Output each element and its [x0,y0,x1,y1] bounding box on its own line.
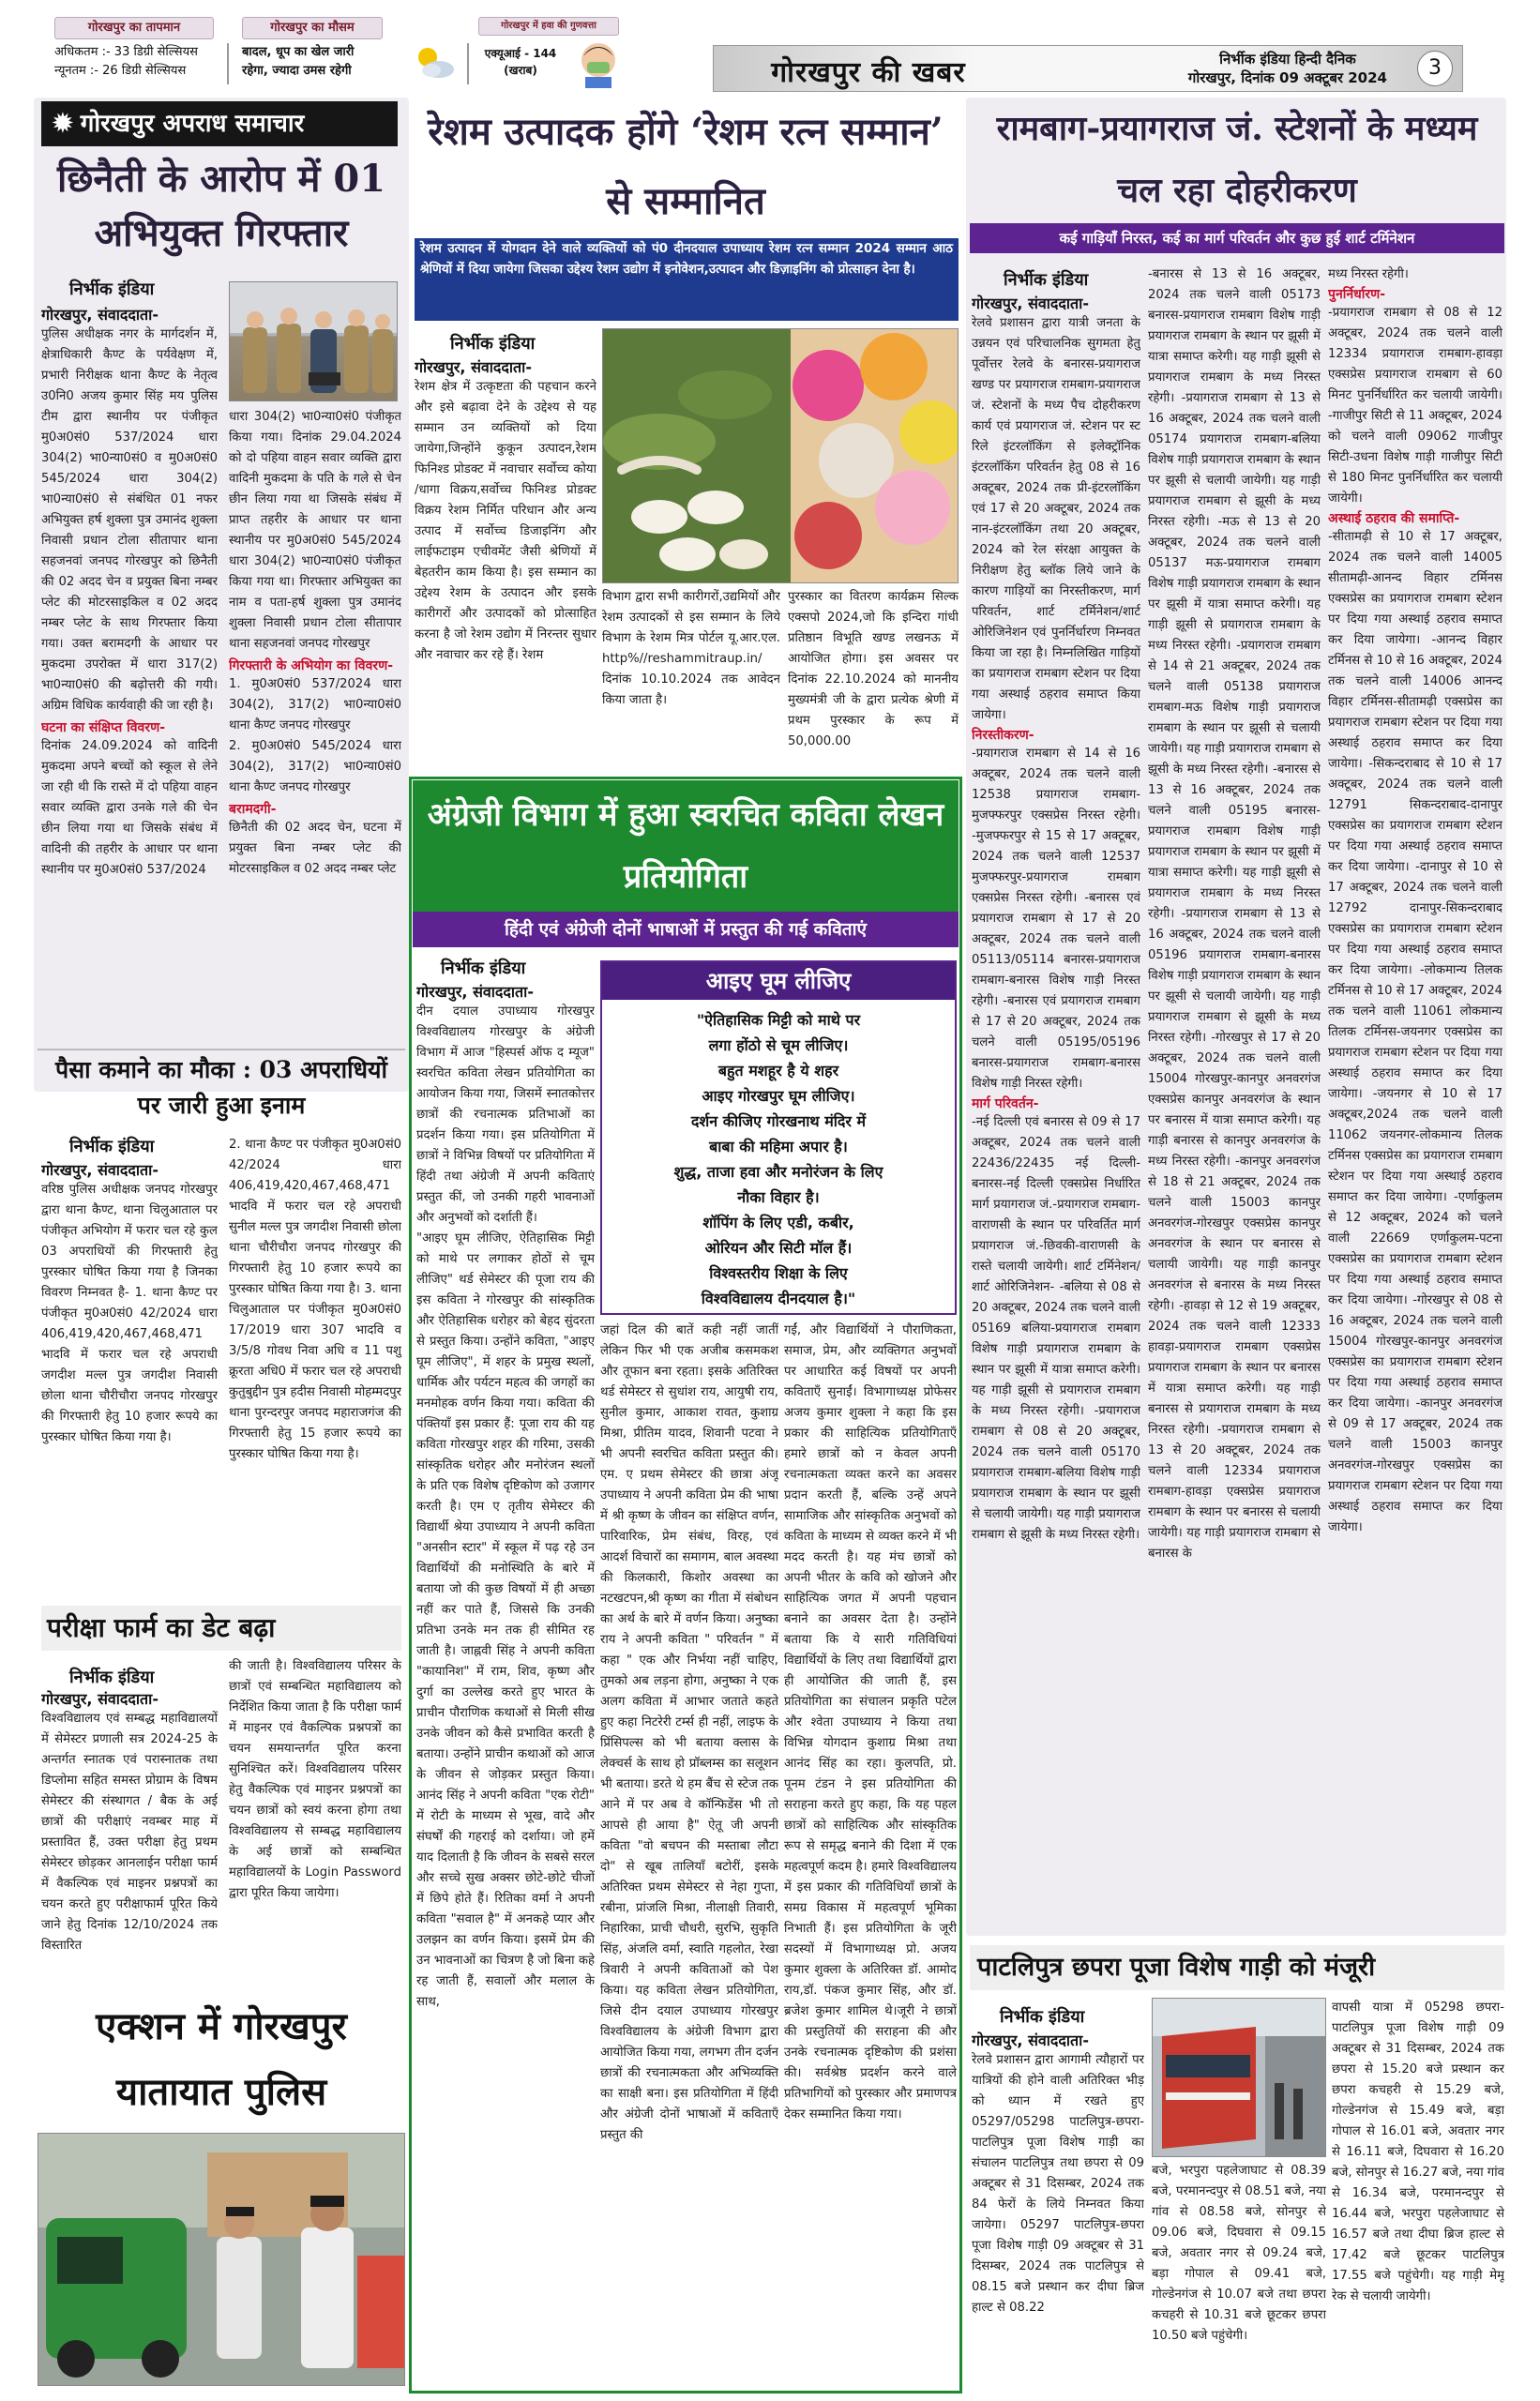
poem-line: विश्वस्तरीय शिक्षा के लिए [709,1264,848,1282]
silk-deck: रेशम उत्पादन में योगदान देने वाले व्यक्तियों को पं0 दीनदयाल उपाध्याय रेशम रत्न सम्मान 2024 सम्मान आठ श्रेणियों में दिया जायेगा जिसका उद्देश्य रेशम उद्योग में इनोवेशन,उत्पादन और डिज़ाइनिंग को प्रोत्साहन देना है। [415,238,959,321]
rail-headline: रामबाग-प्रयागराज जं. स्टेशनों के मध्यम चल रहा दोहरीकरण [996,109,1478,210]
rail-divert-text: -नई दिल्ली एवं बनारस से 09 से 17 अक्टूबर, 2024 तक चलने वाली 22436/22435 नई दिल्ली-बनारस-नई दिल्ली एक्सप्रेस निर्धारित मार्ग प्रयागराज जं.-प्रयागराज रामबाग-वाराणसी के स्थान पर परिवर्तित मार्ग प्रयागराज जं.-छिवकी-वाराणसी के रास्ते चलायी जायेगी। शार्ट टर्मिनेशन/शार्ट ओरिजिनेशन- -बलिया से 08 से 20 अक्टूबर, 2024 तक चलने वाली 05169 बलिया-प्रयागराज रामबाग विशेष गाड़ी प्रयागराज रामबाग के स्थान पर झूसी में यात्रा समाप्त करेगी। यह गाड़ी झूसी से प्रयागराज रामबाग के मध्य निरस्त रहेगी। -प्रयागराज रामबाग से 08 से 20 अक्टूबर, 2024 तक चलने वाली 05170 प्रयागराज रामबाग-बलिया विशेष गाड़ी प्रयागराज रामबाग के स्थान पर झूसी से चलायी जायेगी। यह गाड़ी प्रयागराज रामबाग से झूसी के मध्य निरस्त रहेगी। [972,1115,1140,1542]
silk-byline: निर्भीक इंडिया [450,334,536,354]
crime-sub-recovery: बरामदगी- [229,802,277,817]
paper-name: निर्भीक इंडिया हिन्दी दैनिक [1219,51,1356,68]
poem-line: लगा होंठो से चूम लीजिए। [708,1036,849,1054]
rail-sub-cancel: निरस्तीकरण- [972,728,1034,743]
poem-title: आइए घूम लीजिए [602,962,955,1000]
poem-line: दर्शन कीजिए गोरखनाथ मंदिर में [690,1112,867,1130]
poetry-para-1: दीन दयाल उपाध्याय गोरखपुर विश्वविद्यालय गोरखपुर के अंग्रेजी विभाग में आज "हिस्पर्स ऑफ द म्यूज" स्वरचित कविता लेखन प्रतियोगिता का आयोजन किया गया, जिसमें स्नातकोत्तर छात्रों की रचनात्मक प्रतिभाओं का प्रदर्शन किया गया। इस प्रतियोगिता में छात्रों ने विभिन्न विषयों पर प्रतियोगिता में हिंदी तथा अंग्रेजी में अपनी कविताएं प्रस्तुत कीं, जो उनकी गहरी भावनाओं और अनुभवों को दर्शाती हैं। [416,1004,595,1225]
sun-cloud-icon [413,43,456,81]
temperature-readings [54,43,198,81]
poem-line: आइए गोरखपुर घूम लीजिए। [702,1087,855,1105]
puja-para-1: रेलवे प्रशासन द्वारा आगामी त्यौहारों पर यात्रियों की होने वाली अतिरिक्त भीड़ को ध्यान में रखते हुए 05297/05298 पाटलिपुत्र-छपरा-पाटलिपुत्र पूजा विशेष गाड़ी का संचालन पाटलिपुत्र तथा छपरा से 09 अक्टूबर से 31 दिसम्बर, 2024 तक 84 फेरों के लिये निम्नवत किया जायेगा। 05297 पाटलिपुत्र-छपरा पूजा विशेष गाड़ी 09 अक्टूबर से 31 दिसम्बर, 2024 तक पाटलिपुत्र से 08.15 बजे प्रस्थान कर दीघा ब्रिज हाल्ट से 08.22 [972,2053,1144,2315]
aqi-status: (खराब) [504,64,537,77]
reward-para-2: 2. थाना कैण्ट पर पंजीकृत मु0अ0सं0 42/2024 धारा 406,419,420,467,468,471 भादवि में फरार चल रहे अपराधी सुनील मल्ल पुत्र जगदीश निवासी छोला थाना चौरीचौरा जनपद गोरखपुर की गिरफ्तारी हेतु 10 हजार रूपये का पुरस्कार घोषित किया गया है। 3. थाना चिलुआताल पर पंजीकृत मु0अ0सं0 17/2019 धारा 307 भादवि व 3/5/8 गोवध निवा अधि व 11 पशु क्रूरता अधि0 में फरार चल रहे अपराधी कुतुबुद्दीन पुत्र हदीस निवासी मोहम्मदपुर थाना पुरन्दरपुर जनपद महाराजगंज की गिरफ्तारी हेतु 15 हजार रूपये का पुरस्कार घोषित किया गया है। [229,1138,401,1461]
date-line: गोरखपुर, दिनांक 09 अक्टूबर 2024 [1187,69,1387,86]
poem-line: शुद्ध, ताजा हवा और मनोरंजन के लिए [673,1163,883,1181]
rail-dateline: गोरखपुर, संवाददाता- [972,294,1089,312]
rail-sub-divert: मार्ग परिवर्तन- [972,1096,1039,1111]
puja-byline: निर्भीक इंडिया [1000,2007,1085,2027]
rail-column-2 [1148,264,1321,1934]
silk-headline: रेशम उत्पादक होंगे ‘रेशम रत्न सम्मान’ से सम्मानित [428,110,944,223]
section-title: गोरखपुर की खबर [771,56,966,89]
crime-column-1 [41,304,218,998]
poem-line: विश्वविद्यालय दीनदयाल है।" [701,1290,856,1307]
rail-subhead: कई गाड़ियाँ निरस्त, कई का मार्ग परिवर्तन और कुछ हुई शार्ट टर्मिनेशन [970,223,1504,253]
crime-sub-history: गिरफ्तारी के अभियोग का विवरण- [229,658,394,673]
rail-sub-halt: अस्थाई ठहराव की समाप्ति- [1328,511,1460,526]
poetry-dateline: गोरखपुर, संवाददाता- [416,983,534,1001]
traffic-headline: एक्शन में गोरखपुर यातायात पुलिस [96,2004,347,2114]
poem-line: नौका विहार है। [737,1188,820,1206]
crime-case-1: 1. मु0अ0सं0 537/2024 धारा 304(2), 317(2) भा0न्या0सं0 थाना कैण्ट जनपद गोरखपुर [229,677,401,732]
poetry-column-1 [416,981,595,2388]
rail-column-1 [972,293,1140,1934]
puja-column-3 [1332,1998,1504,2390]
puja-column-1 [972,2030,1144,2390]
aqi-value: एक्यूआई - 144 [484,47,557,60]
poem-box [600,960,957,1315]
edition-info [1188,50,1387,87]
silk-dateline: गोरखपुर, संवाददाता- [415,358,532,376]
divider [467,43,469,84]
exam-para-1: विश्वविद्यालय एवं सम्बद्ध महाविद्यालयों में सेमेस्टर प्रणाली सत्र 2024-25 के अन्तर्गत स्नातक एवं परास्नातक तथा डिप्लोमा सहित समस्त प्रोग्राम के विषम सेमेस्टर की संस्थागत / बैक के अई छात्रों की परीक्षाएं नवम्बर माह में प्रस्तावित हैं, उक्त परीक्षा हेतु प्रथम सेमेस्टर छोड़कर आनलाईन परीक्षा फार्म में वैकल्पिक एवं माइनर प्रश्नपत्रों का चयन करते हुए परीक्षाफार्म पूरित किये जाने हेतु दिनांक 12/10/2024 तक विस्तारित [41,1712,218,1953]
rail-byline: निर्भीक इंडिया [1004,270,1089,290]
crime-dateline: गोरखपुर, संवाददाता- [41,306,159,324]
train-photo [1152,1998,1326,2157]
poetry-column-3 [784,1321,957,2388]
poetry-column-2 [600,1321,778,2388]
silk-para-1: रेशम क्षेत्र में उत्कृष्टता की पहचान करने और इसे बढ़ावा देने के उद्देश्य से यह सम्मान उन व्यक्तियों को दिया जायेगा,जिन्होंने कुकून उत्पादन,रेशम फिनिश्ड प्रोडक्ट में नवाचार सर्वोच्च कोया /धागा विक्रय,सर्वोच्च फिनिश्ड प्रोडक्ट विक्रय रेशम निर्मित परिधान और अन्य उत्पाद में सर्वोच्च डिजाइनिंग और लाईफटाइम एचीवमेंट जैसी श्रेणियों में बेहतरीन काम किया है। इस सम्मान का उद्देश्य रेशम के उत्पादन और इसके कारीगरों और उत्पादकों को प्रोत्साहित करना है जो रेशम उद्योग में निरन्तर सुधार और नवाचार कर रहे हैं। रेशम [415,380,596,662]
crime-para-1: पुलिस अधीक्षक नगर के मार्गदर्शन में, क्षेत्राधिकारी कैण्ट के पर्यवेक्षण में, प्रभारी निरीक्षक थाना कैण्ट के नेतृत्व उ0नि0 अजय कुमार सिंह मय पुलिस टीम द्वारा स्थानीय पर पंजीकृत मु0अ0सं0 537/2024 धारा 304(2) भा0न्या0सं0 व मु0अ0सं0 545/2024 धारा 304(2) भा0न्या0सं0 से संबंधित 01 नफर अभियुक्त हर्ष शुक्ला पुत्र उमानंद शुक्ला निवासी प्रधान टोला सीतापार थाना सहजनवां जनपद गोरखपुर को छिनैती की 02 अदद चेन व प्रयुक्त बिना नम्बर प्लेट की मोटरसाइकिल व 02 अदद नम्बर प्लेट के साथ गिरफ्तार किया गया। उक्त बरामदगी के आधार पर मुकदमा उपरोक्त में धारा 317(2) भा0न्या0सं0 की बढ़ोत्तरी की गयी। अग्रिम विधिक कार्यवाही की जा रही है। [41,327,218,713]
rail-cancel-text: -प्रयागराज रामबाग से 14 से 16 अक्टूबर, 2024 तक चलने वाली 12538 प्रयागराज रामबाग-मुजफ्फरपुर एक्सप्रेस निरस्त रहेगी। -मुजफ्फरपुर से 15 से 17 अक्टूबर, 2024 तक चलने वाली 12537 मुजफ्फरपुर-प्रयागराज रामबाग एक्सप्रेस निरस्त रहेगी। -बनारस एवं प्रयागराज रामबाग से 17 से 20 अक्टूबर, 2024 तक चलने वाली 05113/05114 बनारस-प्रयागराज रामबाग-बनारस विशेष गाड़ी निरस्त रहेगी। -बनारस एवं प्रयागराज रामबाग से 17 से 20 अक्टूबर, 2024 तक चलने वाली 05195/05196 बनारस-प्रयागराज रामबाग-बनारस विशेष गाड़ी निरस्त रहेगी। [972,747,1140,1091]
section-header-bar [713,45,1463,92]
poetry-para-2: "आइए घूम लीजिए, ऐतिहासिक मिट्टी को माथे पर लगाकर होठों से चूम लीजिए" थर्ड सेमेस्टर की पूजा राय की इस कविता ने गोरखपुर की सांस्कृतिक और ऐतिहासिक धरोहर को बेहद सुंदरता से प्रस्तुत किया। उन्होंने कविता, "आइए घूम लीजिए", में शहर के प्रमुख स्थलों, धार्मिक और पर्यटन महत्व की जगहों का मनमोहक वर्णन किया गया। कविता की पंक्तियाँ इस प्रकार हैं: पूजा राय की यह कविता गोरखपुर शहर की गरिमा, उसकी सांस्कृतिक धरोहर और मनोरंजन स्थलों के प्रति एक विशेष दृष्टिकोण को उजागर करती है। एम ए तृतीय सेमेस्टर की विद्यार्थी श्रेया उपाध्याय ने अपनी कविता "अनसीन स्टार" में स्कूल में पढ़ रहे उन विद्यार्थियों की मनोस्थिति के बारे में बताया जो की कुछ विषयों में ही अच्छा नहीं कर पाते हैं, जिससे कि उनकी प्रतिभा उनके मन तक ही सीमित रह जाती है। जाह्नवी सिंह ने अपनी कविता "कायानिश" में राम, शिव, कृष्ण और दुर्गा का उल्लेख करते हुए भारत के प्राचीन पौराणिक कथाओं से मिली सीख उनके जीवन को कैसे प्रभावित करती है बताया। उन्होंने प्राचीन कथाओं को आज के जीवन से जोड़कर प्रस्तुत किया। आनंद सिंह ने अपनी कविता "एक रोटी" में रोटी के माध्यम से भूख, वादे और संघर्षों की गहराई को दर्शाया। जो हमें याद दिलाती है कि जीवन के सबसे सरल और सच्चे सुख अक्सर छोटे-छोटे चीजों में छिपे होते हैं। रितिका वर्मा ने अपनी कविता "सवाल है" में अनकहे प्यार और उलझन का वर्णन किया। इसमें प्रेम की उन भावनाओं का चित्रण है जो बिना कहे रह जाती हैं, सवालों और मलाल के साथ, [416,1231,595,2009]
traffic-police-photo [38,2133,405,2386]
poetry-byline: निर्भीक इंडिया [441,959,526,978]
silk-column-2 [602,587,780,771]
crime-column-2 [229,407,401,998]
star-icon: ✹ [53,110,73,138]
poetry-para-4: गईं, और विद्यार्थियों ने पौराणिकता, समाज, प्रेम, और व्यक्तिगत अनुभवों पर आधारित कई विषयों पर अपनी कविताएँ सुनाईं। विभागाध्यक्ष प्रोफेसर अजय कुमार शुक्ला ने कहा कि इस प्रकार की साहित्यिक प्रतियोगिताएँ हमारे छात्रों को न केवल अपनी रचनात्मकता व्यक्त करने का अवसर प्रदान करती हैं, बल्कि उन्हें अपने सामाजिक और सांस्कृतिक अनुभवों को कविता के माध्यम से व्यक्त करने में भी मदद करती है। यह मंच छात्रों को अपनी भीतर के कवि को खोजने और साहित्यिक जगत में अपनी पहचान बनाने का अवसर देता है। उन्होंने बताया कि ये सारी गतिविधियां विद्यार्थियों के लिए तथा विद्यार्थियों द्वारा ही आयोजित की जाती हैं, इस प्रतियोगिता का संचालन प्रकृति पटेल और श्वेता उपाध्याय ने किया तथा विभिन्न योगदान कुशाग्र मिश्रा तथा आनंद सिंह का रहा। कुलपति, प्रो. पूनम टंडन ने इस प्रतियोगिता की सराहना करते हुए कहा, कि यह पहल छात्रों को साहित्यिक और सांस्कृतिक रूप से समृद्ध बनाने की दिशा में एक महत्वपूर्ण कदम है। हमारे विश्वविद्यालय में इस प्रकार की गतिविधियाँ छात्रों के समग्र विकास में महत्वपूर्ण भूमिका निभाती हैं। इस प्रतियोगिता के जूरी सदस्यों में विभागाध्यक्ष प्रो. अजय कुमार शुक्ला के अतिरिक्त डॉ. आमोद राय,डॉ. पंकज कुमार सिंह, और डॉ. ब्रजेश कुमार शामिल थे।जूरी ने छात्रों की प्रस्तुतियों की सराहना की और उनके रचनात्मक दृष्टिकोण की प्रशंसा की। सर्वश्रेष्ठ प्रदर्शन करने वाले प्रतिभागियों को पुरस्कार और प्रमाणपत्र देकर सम्मानित किया गया। [784,1323,957,2122]
puja-para-2: बजे, भरपुरा पहलेजाघाट से 08.39 बजे, परमानन्दपुर से 08.51 बजे, नया गांव से 08.58 बजे, सोनपुर से 09.06 बजे, दिघवारा से 09.15 बजे, अवतार नगर से 09.24 बजे, बड़ा गोपाल से 09.41 बजे, गोल्डेनगंज से 10.07 बजे तथा छपरा कचहरी से 10.31 बजे छूटकर छपरा 10.50 बजे पहुंचेगी। [1152,2164,1326,2343]
silk-column-3 [788,587,959,771]
poetry-para-3: जहां दिल की बातें कही नहीं जातीं लेकिन फिर भी एक अजीब कसमकश और तूफान बना रहता। इसके अतिरिक्त थर्ड सेमेस्टर से सुधांश राय, आयुषी राय, सुनील कुमार, आकाश रावत, कुशाग्र मिश्रा, प्रीतिम यादव, शिवानी पटवा ने भी अपनी स्वरचित कविता प्रस्तुत की। एम. ए प्रथम सेमेस्टर की छात्रा अंजू उपाध्याय ने अपनी कविता प्रेम की भाषा में श्री कृष्ण के जीवन का संक्षिप्त वर्णन, पारिवारिक, प्रेम संबंध, विरह, एवं आदर्श विचारों का समागम, बाल अवस्था की किलकारी, किशोर अवस्था का नटखटपन,श्री कृष्ण का गीता में संबोधन का अर्थ के बारे में वर्णन किया। अनुष्का राय ने अपनी कविता " परिवर्तन " में कहा " एक और निर्भया नहीं चाहिए, तुमको अब लड़ना होगा, अनुष्का ने एक अलग कविता में आभार जताते कहते हुए कहा निटरेरी टर्म्स ही नहीं, लाइफ के प्रिंसिपल्स को भी बताया क्लास के लेक्चर्स के साथ हो प्रॉब्लम्स का सलूशन भी बताया। डरते थे हम बैंच से स्टेज तक आने में पर अब वे कॉन्फिडेंस भी तो आपसे ही आया है" ऐतू जी अपनी कविता "वो बचपन की मस्ताबा लौटा दो" से खूब तालियाँ बटोरीं, इसके अतिरिक्त प्रथम सेमेस्टर से नेहा गुप्ता, रबीना, प्रांजलि मिश्रा, नीलाक्षी तिवारी, निहारिका, प्राची चौधरी, सुरभि, सुकृति सिंह, अंजलि वर्मा, स्वाति गहलोत, रेखा त्रिवारी ने अपनी कविताओं को पेश किया। यह कविता लेखन प्रतियोगिता, जिसे दीन दयाल उपाध्याय गोरखपुर विश्वविद्यालय के अंग्रेजी विभाग द्वारा आयोजित किया गया, लगभग तीन दर्जन छात्रों की रचनात्मकता और अभिव्यक्ति का साक्षी बना। इस प्रतियोगिता में हिंदी और अंग्रेजी दोनों भाषाओं में कविताएँ प्रस्तुत की [600,1323,778,2142]
poem-line: शॉपिंग के लिए एडी, कबीर, [702,1214,854,1231]
crime-banner-text: गोरखपुर अपराध समाचार [80,110,305,138]
silk-para-3: पुरस्कार का वितरण कार्यक्रम सिल्क एक्सपो 2024,जो कि इन्दिरा गांधी प्रतिष्ठान विभूति खण्ड लखनऊ में आयोजित होगा। इस अवसर पर दिनांक 22.10.2024 को माननीय मुख्यमंत्री जी के द्वारा प्रत्येक श्रेणी में प्रथम पुरस्कार के रूप में 50,000.00 [788,590,959,748]
poem-line: बाबा की महिमा अपार है। [709,1138,848,1155]
exam-headline: परीक्षा फार्म का डेट बढ़ा [41,1606,401,1651]
weather-line-2: रहेगा, ज्यादा उमस रहेगी [242,64,352,78]
crime-case-2: 2. मु0अ0सं0 545/2024 धारा 304(2), 317(2) भा0न्या0सं0 थाना कैण्ट जनपद गोरखपुर [229,739,401,794]
rail-col3a-text: -प्रयागराज रामबाग से 08 से 12 अक्टूबर, 2024 तक चलने वाली 12334 प्रयागराज रामबाग-हावड़ा एक्सप्रेस प्रयागराज रामबाग से 60 मिनट पुनर्निर्धारित कर चलायी जायेगी। -गाजीपुर सिटी से 11 अक्टूबर, 2024 को चलने वाली 09062 गाजीपुर सिटी-उधना विशेष गाड़ी गाजीपुर सिटी से 180 मिनट पुनर्निर्धारित कर चलायी जायेगी। [1328,306,1502,506]
weather-tag: गोरखपुर का मौसम [242,17,383,39]
reward-dateline: गोरखपुर, संवाददाता- [41,1161,159,1179]
reward-column-1 [41,1159,218,1581]
temp-min: न्यूनतम :- 26 डिग्री सेल्सियस [54,64,187,78]
exam-byline: निर्भीक इंडिया [69,1668,155,1687]
puja-headline: पाटलिपुत्र छपरा पूजा विशेष गाड़ी को मंजूरी [970,1945,1504,1990]
crime-para-2: दिनांक 24.09.2024 को वादिनी मुकदमा अपने बच्चों को स्कूल से लेने जा रही थी कि रास्ते में दो पहिया वाहन सवार व्यक्ति द्वारा उनके गले की चेन छीन लिया गया था जिसके संबंध में वादिनी की तहरीर के आधार पर थाना स्थानीय पर मु0अ0सं0 537/2024 [41,739,218,877]
crime-banner [41,101,398,146]
weather-line-1: बादल, धूप का खेल जारी [242,45,355,59]
divider [227,43,229,84]
exam-para-2: की जाती है। विश्वविद्यालय परिसर के छात्रों एवं सम्बन्धित महाविद्यालय को निर्देशित किया जाता है कि परीक्षा फार्म में माइनर एवं वैकल्पिक प्रश्नपत्रों का चयन समयान्तर्गत पूरित करना सुनिश्चित करें। विश्वविद्यालय परिसर हेतु वैकल्पिक एवं माइनर प्रश्नपत्रों का चयन छात्रों को स्वयं करना होगा तथा विश्वविद्यालय से सम्बद्ध महाविद्यालय के अई छात्रों को सम्बन्धित महाविद्यालयों के Login Password द्वारा पूरित किया जायेगा। [229,1659,401,1900]
reward-headline: पैसा कमाने का मौका : 03 अपराधियों पर जारी हुआ इनाम [55,1056,387,1119]
crime-headline: छिनैती के आरोप में 01 अभियुक्त गिरफ्तार [56,157,386,255]
temperature-tag: गोरखपुर का तापमान [54,17,214,39]
poetry-headline: अंग्रेजी विभाग में हुआ स्वरचित कविता लेखन प्रतियोगिता [413,780,959,912]
reward-column-2 [229,1135,401,1581]
rail-col2-text: -बनारस से 13 से 16 अक्टूबर, 2024 तक चलने वाली 05173 बनारस-प्रयागराज रामबाग विशेष गाड़ी प्रयागराज रामबाग के स्थान पर झूसी में यात्रा समाप्त करेगी। यह गाड़ी झूसी से प्रयागराज रामबाग के मध्य निरस्त रहेगी। -प्रयागराज रामबाग से 13 से 16 अक्टूबर, 2024 तक चलने वाली 05174 प्रयागराज रामबाग-बलिया विशेष गाड़ी प्रयागराज रामबाग के स्थान पर झूसी से चलायी जायेगी। यह गाड़ी प्रयागराज रामबाग से झूसी के मध्य निरस्त रहेगी। -मऊ से 13 से 20 अक्टूबर, 2024 तक चलने वाली 05137 मऊ-प्रयागराज रामबाग विशेष गाड़ी प्रयागराज रामबाग के स्थान पर झूसी में यात्रा समाप्त करेगी। यह गाड़ी झूसी से प्रयागराज रामबाग के मध्य निरस्त रहेगी। -प्रयागराज रामबाग से 14 से 21 अक्टूबर, 2024 तक चलने वाली 05138 प्रयागराज रामबाग-मऊ विशेष गाड़ी प्रयागराज रामबाग के स्थान पर झूसी से चलायी जायेगी। यह गाड़ी प्रयागराज रामबाग से झूसी के मध्य निरस्त रहेगी। -बनारस से 13 से 16 अक्टूबर, 2024 तक चलने वाली 05195 बनारस-प्रयागराज रामबाग विशेष गाड़ी प्रयागराज रामबाग के स्थान पर झूसी में यात्रा समाप्त करेगी। यह गाड़ी झूसी से प्रयागराज रामबाग के मध्य निरस्त रहेगी। -प्रयागराज रामबाग से 13 से 16 अक्टूबर, 2024 तक चलने वाली 05196 प्रयागराज रामबाग-बनारस विशेष गाड़ी प्रयागराज रामबाग के स्थान पर झूसी से चलायी जायेगी। यह गाड़ी प्रयागराज रामबाग से झूसी के मध्य निरस्त रहेगी। -गोरखपुर से 17 से 20 अक्टूबर, 2024 तक चलने वाली 15004 गोरखपुर-कानपुर अनवरगंज एक्सप्रेस कानपुर अनवरगंज के स्थान पर बनारस में यात्रा समाप्त करेगी। यह गाड़ी बनारस से कानपुर अनवरगंज के मध्य निरस्त रहेगी। -कानपुर अनवरगंज से 18 से 21 अक्टूबर, 2024 तक चलने वाली 15003 कानपुर अनवरगंज-गोरखपुर एक्सप्रेस कानपुर अनवरगंज के स्थान पर बनारस से चलायी जायेगी। यह गाड़ी कानपुर अनवरगंज से बनारस के मध्य निरस्त रहेगी। -हावड़ा से 12 से 19 अक्टूबर, 2024 तक चलने वाली 12333 हावड़ा-प्रयागराज रामबाग एक्सप्रेस प्रयागराज रामबाग के स्थान पर बनारस में यात्रा समाप्त करेगी। यह गाड़ी बनारस से प्रयागराज रामबाग के मध्य निरस्त रहेगी। -प्रयागराज रामबाग से 13 से 20 अक्टूबर, 2024 तक चलने वाली 12334 प्रयागराज रामबाग-हावड़ा एक्सप्रेस प्रयागराज रामबाग के स्थान पर बनारस से चलायी जायेगी। यह गाड़ी प्रयागराज रामबाग से बनारस के [1148,267,1321,1561]
crime-para-3: धारा 304(2) भा0न्या0सं0 पंजीकृत किया गया। दिनांक 29.04.2024 को दो पहिया वाहन सवार व्यक्ति द्वारा वादिनी मुकदमा के पति के गले से चेन छीन लिया गया था जिसके संबंध में प्राप्त तहरीर के आधार पर थाना स्थानीय पर मु0अ0सं0 545/2024 धारा 304(2) भा0न्या0सं0 पंजीकृत किया गया था। गिरफ्तार अभियुक्त का नाम व पता-हर्ष शुक्ला पुत्र उमानंद शुक्ला निवासी प्रधान टोला सीतापार थाना सहजनवां जनपद गोरखपुर [229,410,401,651]
poem-line: बहुत मशहूर है ये शहर [717,1062,839,1080]
aqi-tag: गोरखपुर में हवा की गुणवत्ता [478,17,619,36]
rail-col3-top: मध्य निरस्त रहेगी। [1328,267,1409,281]
arrest-photo [229,281,398,401]
mask-face-icon [570,38,627,88]
poetry-subhead: हिंदी एवं अंग्रेजी दोनों भाषाओं में प्रस्तुत की गई कविताएं [413,912,959,947]
silk-photo [602,328,959,583]
crime-byline: निर्भीक इंडिया [69,279,155,299]
aqi-readout [478,45,563,79]
exam-column-1 [41,1688,218,1988]
exam-column-2 [229,1656,401,1988]
poem-line: ओरियन और सिटी मॉल हैं। [704,1239,853,1257]
temp-max: अधिकतम :- 33 डिग्री सेल्सियस [54,45,198,59]
crime-sub-incident: घटना का संक्षिप्त विवरण- [41,720,165,735]
poem-lines [602,1000,955,1319]
puja-para-3: वापसी यात्रा में 05298 छपरा-पाटलिपुत्र पूजा विशेष गाड़ी 09 अक्टूबर से 31 दिसम्बर, 2024 तक छपरा से 15.20 बजे प्रस्थान कर छपरा कचहरी से 15.29 बजे, गोल्डेनगंज से 15.49 बजे, बड़ा गोपाल से 16.01 बजे, अवतार नगर से 16.11 बजे, दिघवारा से 16.20 बजे, सोनपुर से 16.27 बजे, नया गांव से 16.34 बजे, परमानन्दपुर से 16.44 बजे, भरपुरा पहलेजाघाट से 16.57 बजे तथा दीघा ब्रिज हाल्ट से 17.42 बजे छूटकर पाटलिपुत्र 17.55 बजे पहुंचेगी। यह गाड़ी मेमू रेक से चलायी जायेगी। [1332,2001,1504,2303]
weather-summary [242,43,354,81]
crime-recovery: छिनैती की 02 अदद चेन, घटना में प्रयुक्त बिना नम्बर प्लेट की मोटरसाइकिल व 02 अदद नम्बर प्लेट [229,821,401,876]
silk-column-1 [415,356,596,769]
rail-col3b-text: -सीतामढ़ी से 10 से 17 अक्टूबर, 2024 तक चलने वाली 14005 सीतामढ़ी-आनन्द विहार टर्मिनस एक्सप्रेस का प्रयागराज रामबाग स्टेशन पर दिया गया अस्थाई ठहराव समाप्त कर दिया जायेगा। -आनन्द विहार टर्मिनस से 10 से 16 अक्टूबर, 2024 तक चलने वाली 14006 आनन्द विहार टर्मिनस-सीतामढ़ी एक्सप्रेस का प्रयागराज रामबाग स्टेशन पर दिया गया अस्थाई ठहराव समाप्त कर दिया जायेगा। -सिकन्दराबाद से 10 से 17 अक्टूबर, 2024 तक चलने वाली 12791 सिकन्दराबाद-दानापुर एक्सप्रेस का प्रयागराज रामबाग स्टेशन पर दिया गया अस्थाई ठहराव समाप्त कर दिया जायेगा। -दानापुर से 10 से 17 अक्टूबर, 2024 तक चलने वाली 12792 दानापुर-सिकन्दराबाद एक्सप्रेस का प्रयागराज रामबाग स्टेशन पर दिया गया अस्थाई ठहराव समाप्त कर दिया जायेगा। -लोकमान्य तिलक टर्मिनस से 10 से 17 अक्टूबर, 2024 तक चलने वाली 11061 लोकमान्य तिलक टर्मिनस-जयनगर एक्सप्रेस का प्रयागराज रामबाग स्टेशन पर दिया गया अस्थाई ठहराव समाप्त कर दिया जायेगा। -जयनगर से 10 से 17 अक्टूबर,2024 तक चलने वाली 11062 जयनगर-लोकमान्य तिलक टर्मिनस एक्सप्रेस का प्रयागराज रामबाग स्टेशन पर दिया गया अस्थाई ठहराव समाप्त कर दिया जायेगा। -एर्णाकुलम से 12 अक्टूबर, 2024 को चलने वाली 22669 एर्णाकुलम-पटना एक्सप्रेस का प्रयागराज रामबाग स्टेशन पर दिया गया अस्थाई ठहराव समाप्त कर दिया जायेगा। -गोरखपुर से 08 से 16 अक्टूबर, 2024 तक चलने वाली 15004 गोरखपुर-कानपुर अनवरगंज एक्सप्रेस का प्रयागराज रामबाग स्टेशन पर दिया गया अस्थाई ठहराव समाप्त कर दिया जायेगा। -कानपुर अनवरगंज से 09 से 17 अक्टूबर, 2024 तक चलने वाली 15003 कानपुर अनवरगंज-गोरखपुर एक्सप्रेस का प्रयागराज रामबाग स्टेशन पर दिया गया अस्थाई ठहराव समाप्त कर दिया जायेगा। [1328,530,1502,1534]
rail-sub-resched: पुनर्निर्धारण- [1328,287,1386,302]
exam-dateline: गोरखपुर, संवाददाता- [41,1690,159,1708]
reward-byline: निर्भीक इंडिया [69,1137,155,1156]
rail-column-3 [1328,264,1502,1934]
rail-col1-text: रेलवे प्रशासन द्वारा यात्री जनता के उन्नयन एवं परिचालनिक सुगमता हेतु पूर्वोत्तर रेलवे के बनारस-प्रयागराज खण्ड पर प्रयागराज रामबाग-प्रयागराज जं. स्टेशनों के मध्य पैच दोहरीकरण कार्य एवं प्रयागराज जं. स्टेशन पर स्ट रिले इंटरलाॅकिंग से इलेक्ट्रॉनिक इंटरलाॅकिंग परिवर्तन हेतु 08 से 16 अक्टूबर, 2024 तक प्री-इंटरलाॅकिंग एवं 17 से 20 अक्टूबर, 2024 तक नान-इंटरलाॅकिंग तथा 20 अक्टूबर, 2024 को रेल संरक्षा आयुक्त के निरीक्षण हेतु ब्लाॅक लिये जाने के कारण गाड़ियों का निरस्तीकरण, मार्ग परिवर्तन, शार्ट टर्मिनेशन/शार्ट ओरिजिनेशन एवं पुनर्निर्धारण निम्नवत किया जा रहा है। निम्नलिखित गाड़ियों का प्रयागराज रामबाग स्टेशन पर दिया गया अस्थाई ठहराव समाप्त किया जायेगा। [972,316,1140,722]
reward-para-1: वरिष्ठ पुलिस अधीक्षक जनपद गोरखपुर द्वारा थाना कैण्ट, थाना चिलुआताल पर पंजीकृत अभियोग में फरार चल रहे कुल 03 अपराधियों की गिरफ्तारी हेतु पुरस्कार घोषित किया गया है जिनका विवरण निम्नवत है- 1. थाना कैण्ट पर पंजीकृत मु0अ0सं0 42/2024 धारा 406,419,420,467,468,471 भादवि में फरार चल रहे अपराधी जगदीश मल्ल पुत्र जगदीश निवासी छोला थाना चौरीचौरा जनपद गोरखपुर की गिरफ्तारी हेतु 10 हजार रूपये का पुरस्कार घोषित किया गया है। [41,1183,218,1444]
puja-column-2 [1152,2161,1326,2390]
puja-dateline: गोरखपुर, संवाददाता- [972,2031,1089,2049]
page-number: 3 [1417,51,1453,86]
silk-para-2: विभाग द्वारा सभी कारीगरों,उद्यमियों और रेशम उत्पादकों से इस सम्मान के लिये विभाग के रेशम मित्र पोर्टल यू.आर.एल. http%//reshammitraup.in/ दिनांक 10.10.2024 तक आवेदन किया जाता है। [602,590,780,707]
divider [38,1049,405,1050]
poem-line: "ऐतिहासिक मिट्टी को माथे पर [696,1011,861,1029]
